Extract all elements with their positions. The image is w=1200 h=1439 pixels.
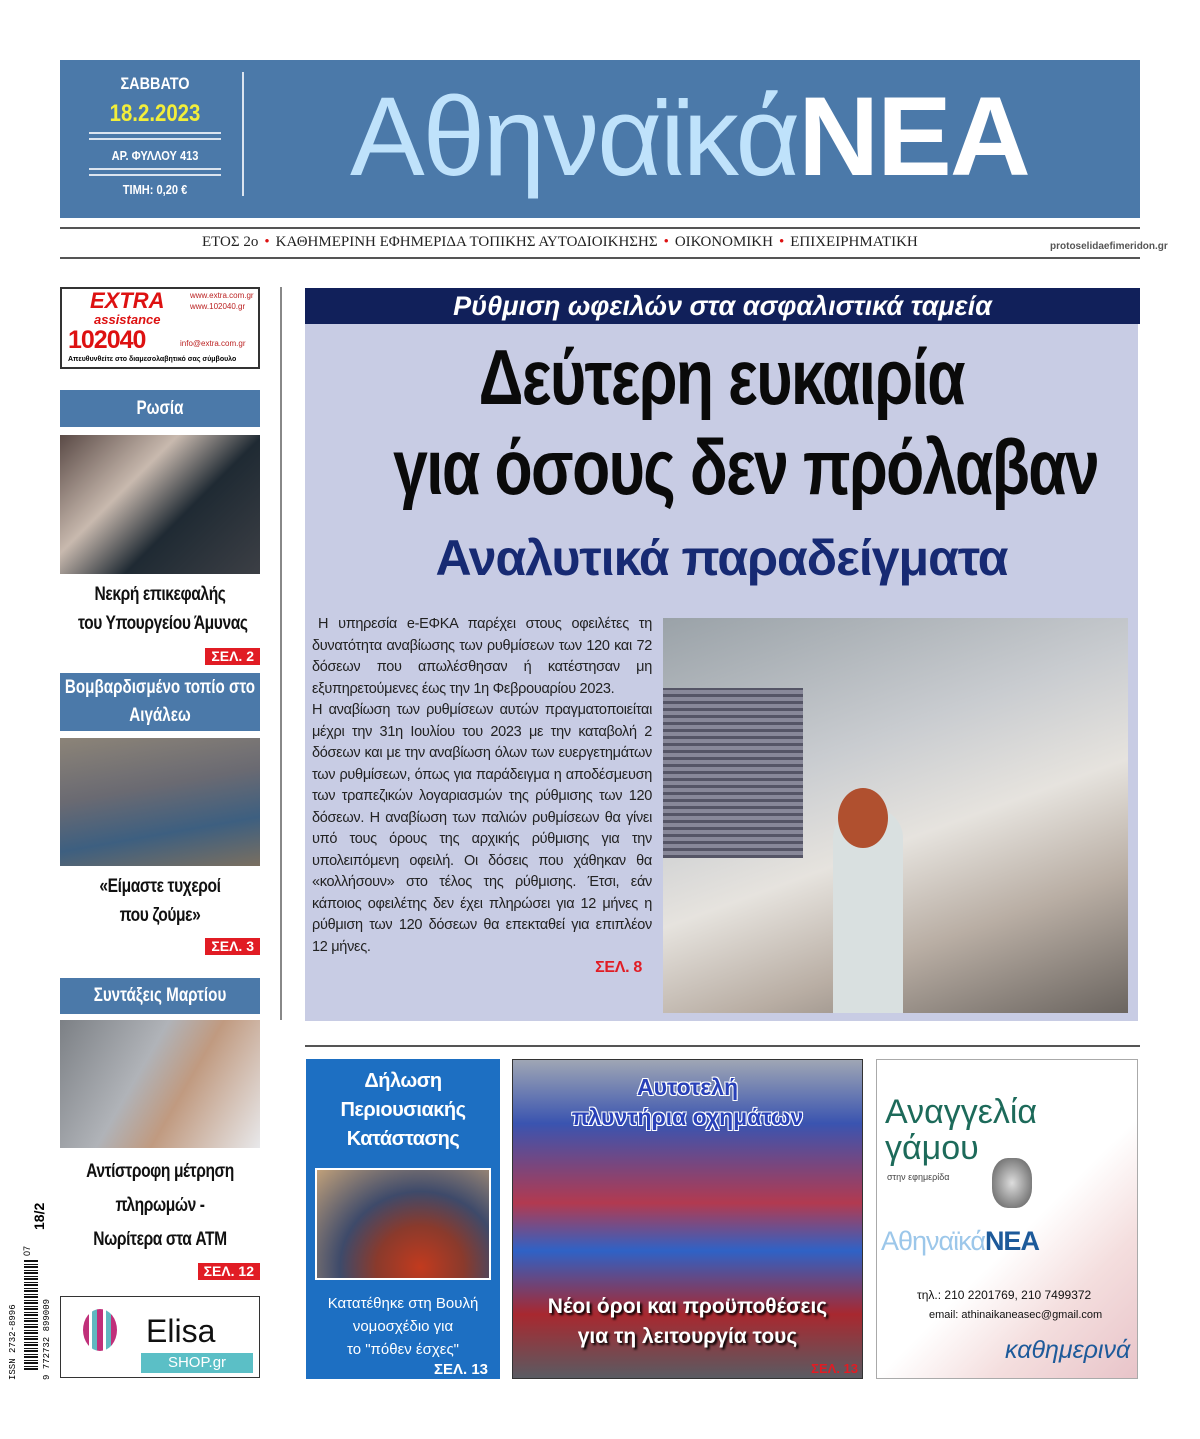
page-ref: ΣΕΛ. 13 xyxy=(433,1361,488,1378)
section-header-pensions: Συντάξεις Μαρτίου xyxy=(60,978,260,1014)
divider xyxy=(242,72,244,196)
date: 18.2.2023 xyxy=(109,100,201,127)
tagline: ΕΤΟΣ 2ο • ΚΑΘΗΜΕΡΙΝΗ ΕΦΗΜΕΡΙΔΑ ΤΟΠΙΚΗΣ ΑΥΤΟΔΙΟΙΚΗΣΗΣ • ΟΙΚΟΝΟΜΙΚΗ • ΕΠΙΧΕΙΡΗΜΑΤΙΚΗ xyxy=(202,234,918,250)
photo-official xyxy=(60,435,260,574)
barcode-date: 18/2 xyxy=(31,1202,47,1230)
photo-efka-office xyxy=(663,618,1128,1013)
masthead xyxy=(60,60,1140,218)
photo-parliament xyxy=(315,1168,491,1280)
section-header-aigaleo: Βομβαρδισμένο τοπίο στο Αιγάλεω xyxy=(60,673,260,731)
page-ref: ΣΕΛ. 12 xyxy=(198,1263,260,1280)
ad-elisa-name: Elisa xyxy=(146,1313,216,1349)
story-kicker: Ρύθμιση ωφειλών στα ασφαλιστικά ταμεία xyxy=(305,288,1140,324)
divider xyxy=(89,168,221,176)
divider xyxy=(60,257,1140,259)
headline-aigaleo[interactable]: «Είμαστε τυχεροί που ζούμε» xyxy=(99,876,221,926)
headline-russia[interactable]: Νεκρή επικεφαλής του Υπουργείου Άμυνας xyxy=(78,584,248,634)
issue-number: ΑΡ. ΦΥΛΛΟΥ 413 xyxy=(111,148,199,163)
divider xyxy=(280,287,282,1020)
extra-assistance-ad[interactable] xyxy=(60,287,260,369)
day: ΣΑΒΒΑΤΟ xyxy=(120,74,190,93)
main-headline-line2[interactable]: για όσους δεν πρόλαβαν xyxy=(393,423,1099,511)
ad-email: info@extra.com.gr xyxy=(180,339,246,348)
divider xyxy=(60,227,1140,229)
ad-note: Απευθυνθείτε στο διαμεσολαβητικό σας σύμβουλο xyxy=(68,356,237,363)
wedding-announcement-ad[interactable]: Αναγγελία γάμου στην εφημερίδα ΑθηναϊκάΝΕΑ τηλ.: 210 2201769, 210 7499372 email: athinaikaneasec@gmail.com καθημερινά xyxy=(876,1059,1138,1379)
barcode xyxy=(2,1190,52,1380)
story-car-wash[interactable]: Αυτοτελή πλυντήρια οχημάτων Νέοι όροι και προϋποθέσεις για τη λειτουργία τους ΣΕΛ. 13 xyxy=(512,1059,863,1379)
price: ΤΙΜΗ: 0,20 € xyxy=(122,182,188,197)
divider xyxy=(89,132,221,140)
ad-url: www.102040.gr xyxy=(190,302,246,311)
barcode-bars xyxy=(24,1260,38,1370)
barcode-issn: ISSN 2732-8996 xyxy=(8,1304,18,1380)
barcode-code: 07 xyxy=(22,1245,32,1256)
ad-url: www.extra.com.gr xyxy=(190,291,254,300)
main-subheadline: Αναλυτικά παραδείγματα xyxy=(435,530,1008,586)
ad-elisa-sub: SHOP.gr xyxy=(141,1353,253,1373)
ad-brand-sub: assistance xyxy=(94,312,161,327)
ad-brand: EXTRA xyxy=(90,288,165,313)
newspaper-logo: ΑθηναϊκάΝΕΑ xyxy=(350,74,1029,199)
article-body: Η υπηρεσία e-ΕΦΚΑ παρέχει στους οφειλέτες τη δυνατότητα αναβίωσης των ρυθμίσεων των 120 και 72 δόσεων που απωλέσθησαν ή κατέστησαν μη εξυπηρετούμενες έως την 1η Φεβρουαρίου 2023. Η αναβίωση των ρυθμίσεων αυτών πραγματοποιείται μέχρι την 31η Ιουλίου του 2023 με την καταβολή 2 δόσεων και με την αναβίωση όλων των ευεργετημάτων των ρυθμίσεων, όπως για παράδειγμα η αποδέσμευση των τραπεζικών λογαριασμών της ρύθμισης των 120 δόσεων. Η αναβίωση των παλιών ρυθμίσεων θα γίνει υπό τους όρους της αρχικής ρύθμισης για την υπολειπόμενη οφειλή. Οι δόσεις που χάθηκαν θα «κολλήσουν» στο τέλος της ρύθμισης. Έτσι, εάν κάποιος οφειλέτης δεν έχει πληρώσει για 12 μήνες η ρύθμιση των 120 δόσεων θα επεκταθεί για επιπλέον 12 μήνες. ΣΕΛ. 8 xyxy=(312,616,652,976)
newspaper-icon xyxy=(992,1158,1032,1208)
elisa-shop-ad[interactable] xyxy=(60,1296,260,1378)
divider xyxy=(305,1045,1140,1047)
source-watermark: protoselidaefimeridon.gr xyxy=(1050,241,1168,252)
barcode-number: 9 772732 899009 xyxy=(42,1298,52,1380)
main-headline-line1[interactable]: Δεύτερη ευκαιρία xyxy=(478,333,965,421)
story-wealth-declaration[interactable]: Δήλωση Περιουσιακής Κατάστασης Κατατέθηκε στη Βουλή νομοσχέδιο για το "πόθεν έσχες" ΣΕΛ. 13 xyxy=(306,1059,500,1379)
ad-logo: ΑθηναϊκάΝΕΑ xyxy=(881,1226,1039,1256)
photo-atm xyxy=(60,1020,260,1148)
ad-phone: 102040 xyxy=(68,326,146,354)
page-ref: ΣΕΛ. 3 xyxy=(205,938,260,955)
section-header-russia: Ρωσία xyxy=(60,390,260,427)
balloon-icon xyxy=(83,1309,117,1351)
page-ref: ΣΕΛ. 2 xyxy=(205,648,260,665)
page-ref: ΣΕΛ. 13 xyxy=(811,1361,858,1376)
page-ref: ΣΕΛ. 8 xyxy=(595,959,642,976)
photo-damage xyxy=(60,738,260,866)
date-column xyxy=(75,60,235,218)
headline-pensions[interactable]: Αντίστροφη μέτρηση πληρωμών - Νωρίτερα στα ATM xyxy=(86,1161,234,1250)
